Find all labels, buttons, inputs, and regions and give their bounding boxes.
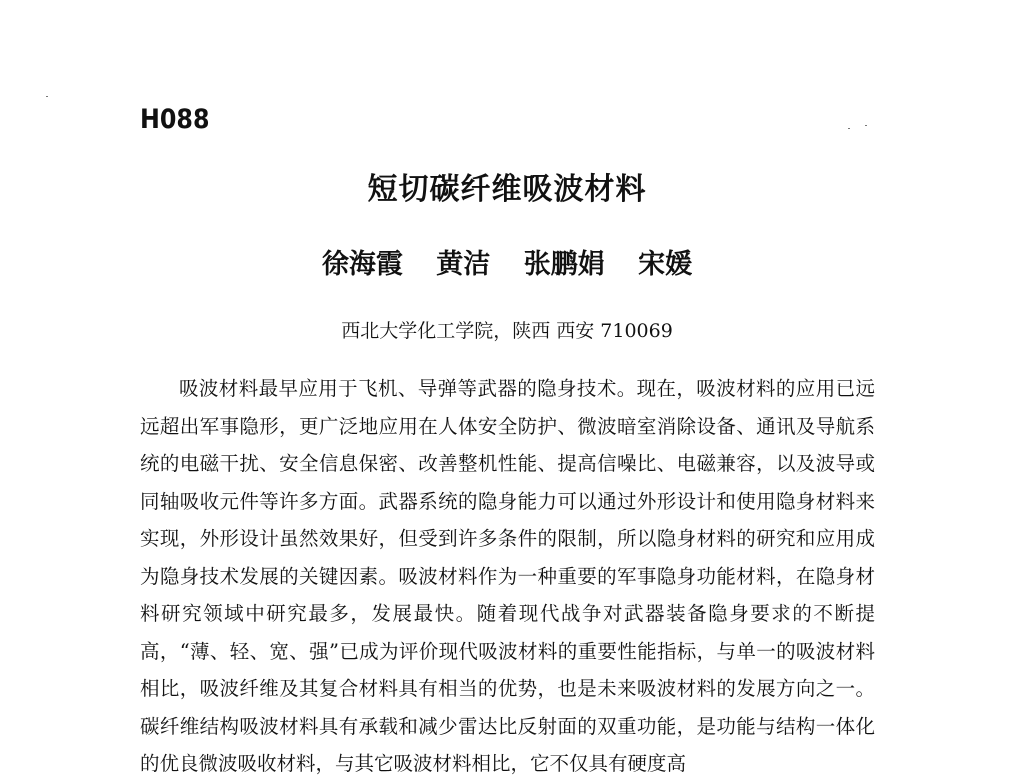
scan-speck — [848, 128, 850, 129]
scan-speck — [46, 96, 48, 97]
scan-speck — [865, 125, 867, 126]
author-affiliation: 西北大学化工学院，陕西 西安 710069 — [341, 320, 673, 342]
author-name: 张鹏娟 — [523, 249, 605, 280]
author-name: 宋媛 — [638, 249, 693, 280]
body-paragraph: 吸波材料最早应用于飞机、导弹等武器的隐身技术。现在，吸波材料的应用已远远超出军事隐形，更广泛地应用在人体安全防护、微波暗室消除设备、通讯及导航系统的电磁干扰、安全信息保密、改善整机性能、提高信噪比、电磁兼容，以及波导或同轴吸收元件等许多方面。武器系统的隐身能力可以通过外形设计和使用隐身材料来实现，外形设计虽然效果好，但受到许多条件的限制，所以隐身材料的研究和应用成为隐身技术发展的关键因素。吸波材料作为一种重要的军事隐身功能材料，在隐身材料研究领域中研究最多，发展最快。随着现代战争对武器装备隐身要求的不断提高，“薄、轻、宽、强”已成为评价现代吸波材料的重要性能指标，与单一的吸波材料相比，吸波纤维及其复合材料具有相当的优势，也是未来吸波材料的发展方向之一。碳纤维结构吸波材料具有承载和减少雷达比反射面的双重功能，是功能与结构一体化的优良微波吸收材料，与其它吸波材料相比，它不仅具有硬度高 — [140, 377, 875, 775]
author-name: 徐海霞 — [321, 249, 403, 280]
author-list — [0, 242, 1014, 281]
paper-code: H088 — [140, 104, 210, 135]
author-name: 黄洁 — [436, 249, 491, 280]
paper-title: 短切碳纤维吸波材料 — [367, 172, 647, 207]
